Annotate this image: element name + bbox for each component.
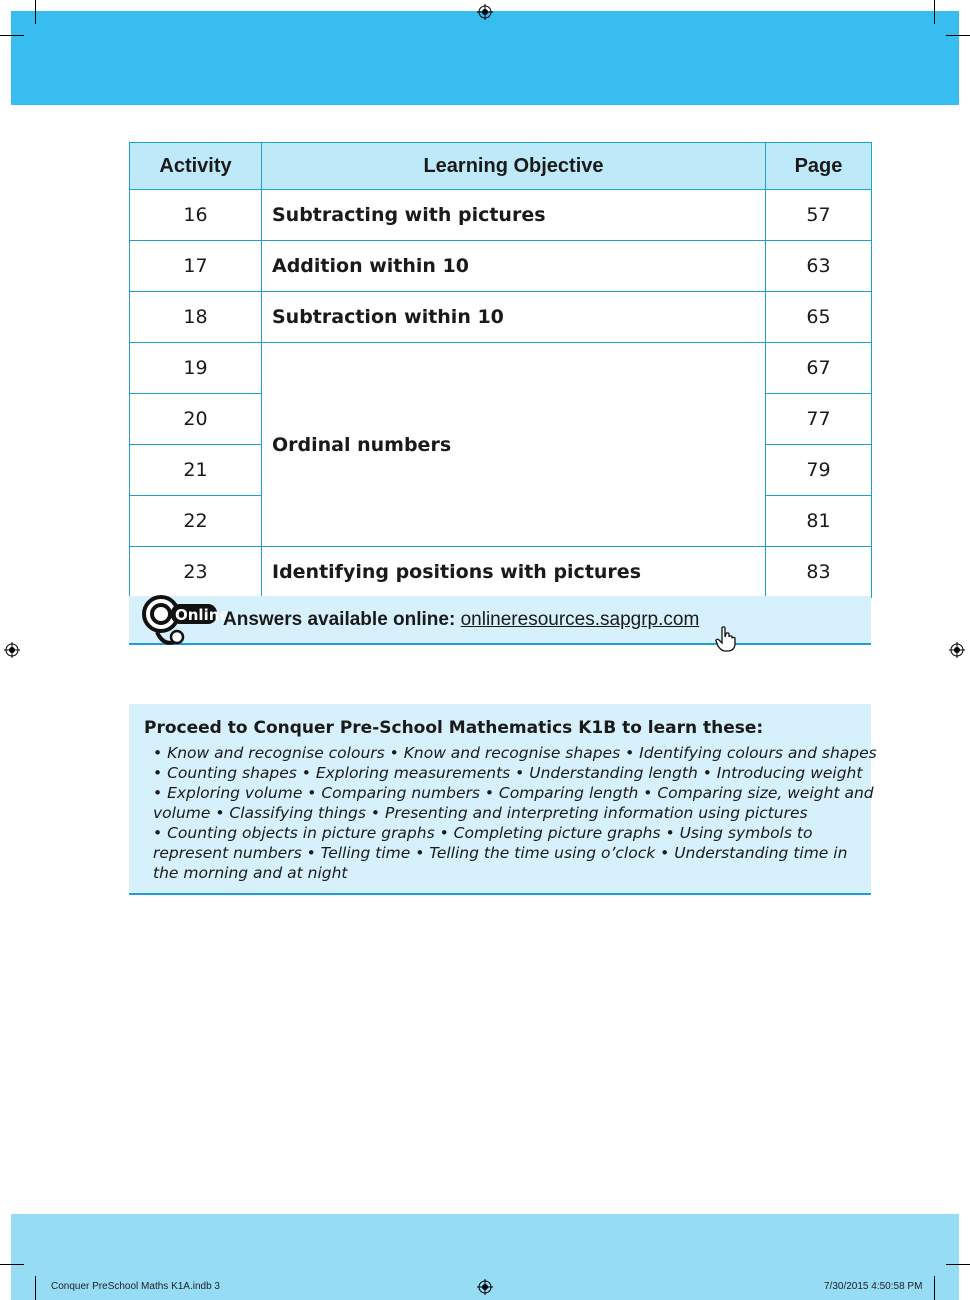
topic-line: the morning and at night [153, 864, 348, 882]
activity-number: 17 [130, 241, 262, 292]
topic-line: volume • Classifying things • Presenting and interpreting information using pictures [153, 804, 808, 822]
page-number: 67 [766, 343, 872, 394]
table-row [130, 343, 872, 394]
page-number: 77 [766, 394, 872, 445]
online-answers-bar [129, 596, 871, 645]
online-logo-text: Online [175, 606, 230, 624]
crop-mark [0, 1264, 24, 1265]
topic-line: • Counting shapes • Exploring measurements • Understanding length • Introducing weight [153, 764, 863, 782]
topic-line: • Exploring volume • Comparing numbers • Comparing length • Comparing size, weight and [153, 784, 874, 802]
page-number: 81 [766, 496, 872, 547]
activity-number: 19 [130, 343, 262, 394]
activity-number: 16 [130, 190, 262, 241]
activity-number: 23 [130, 547, 262, 598]
header-activity: Activity [130, 143, 262, 190]
proceed-to-k1b-box [129, 704, 877, 895]
top-color-band [11, 11, 959, 105]
footer-timestamp: 7/30/2015 4:50:58 PM [824, 1281, 923, 1292]
page-number: 65 [766, 292, 872, 343]
registration-mark-icon [477, 4, 493, 20]
table-row [130, 547, 872, 598]
topic-line: • Know and recognise colours • Know and recognise shapes • Identifying colours and shapes [153, 744, 877, 762]
proceed-title: Proceed to Conquer Pre-School Mathematics K1B to learn these: [144, 718, 764, 738]
crop-mark [946, 1264, 970, 1265]
page-number: 57 [766, 190, 872, 241]
activity-number: 18 [130, 292, 262, 343]
learning-objective: Addition within 10 [262, 241, 766, 292]
activity-number: 20 [130, 394, 262, 445]
footer-file-info: Conquer PreSchool Maths K1A.indb 3 [51, 1281, 220, 1292]
table-row [130, 241, 872, 292]
registration-mark-icon [949, 642, 965, 658]
online-logo-icon [141, 592, 230, 648]
header-learning-objective: Learning Objective [262, 143, 766, 190]
activity-number: 21 [130, 445, 262, 496]
crop-mark [946, 35, 970, 36]
learning-objective: Subtracting with pictures [262, 190, 766, 241]
page-number: 79 [766, 445, 872, 496]
page-number: 83 [766, 547, 872, 598]
activity-number: 22 [130, 496, 262, 547]
topic-line: represent numbers • Telling time • Telling the time using o’clock • Understanding time in [153, 844, 848, 862]
registration-mark-icon [4, 642, 20, 658]
online-answers-text [223, 609, 699, 631]
page-number: 63 [766, 241, 872, 292]
learning-objective: Subtraction within 10 [262, 292, 766, 343]
registration-mark-icon [477, 1279, 493, 1295]
table-row [130, 190, 872, 241]
topic-line: • Counting objects in picture graphs • Completing picture graphs • Using symbols to [153, 824, 813, 842]
crop-mark [934, 1276, 935, 1300]
crop-mark [35, 0, 36, 24]
header-page: Page [766, 143, 872, 190]
table-header-row [130, 143, 872, 190]
crop-mark [934, 0, 935, 24]
crop-mark [0, 35, 24, 36]
online-resources-link[interactable]: onlineresources.sapgrp.com [460, 609, 700, 630]
online-label: Answers available online: [223, 609, 456, 630]
pointing-hand-icon [715, 626, 737, 652]
contents-table [129, 142, 872, 598]
learning-objective: Ordinal numbers [262, 343, 766, 547]
learning-objective: Identifying positions with pictures [262, 547, 766, 598]
table-row [130, 292, 872, 343]
crop-mark [35, 1276, 36, 1300]
